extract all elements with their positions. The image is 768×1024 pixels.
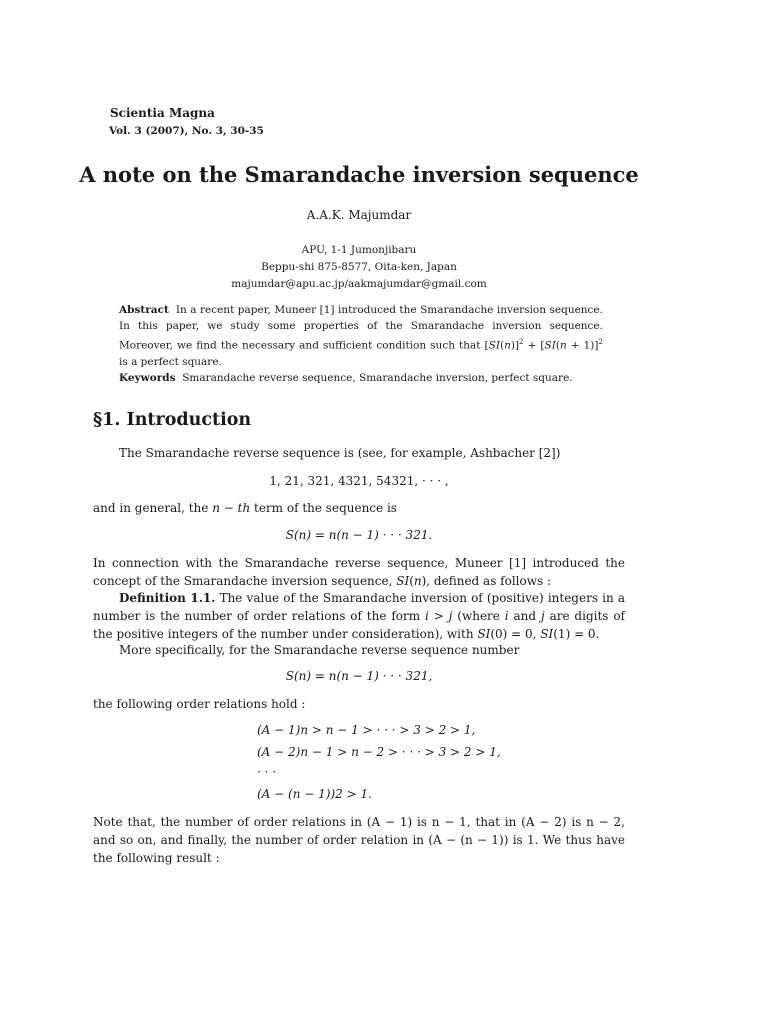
- math-var: n: [413, 574, 422, 589]
- intro-paragraph-3: [93, 554, 625, 590]
- keywords: [119, 370, 603, 386]
- intro-paragraph-2: [93, 499, 625, 517]
- text-run: In connection with the Smarandache reverse sequence, Muneer [1] introduced the concept of the Smarandache inversion sequence,: [93, 556, 625, 589]
- text-run: The value of the Smarandache inversion of (positive) integers in a number is the number of order relations of the form: [93, 591, 625, 624]
- text-run: term of the sequence is: [250, 501, 397, 515]
- abstract-text: In a recent paper, Muneer [1] introduced the Smarandache inversion sequence. In this paper, we study some properties of the Smarandache inversion sequence. Moreover, we find the necessary and sufficient condition such that [: [119, 304, 603, 352]
- math-var: SI: [540, 627, 554, 642]
- journal-name: Scientia Magna: [110, 106, 215, 120]
- affiliation-email: majumdar@apu.ac.jp/aakmajumdar@gmail.com: [231, 278, 487, 290]
- abstract-math: )]: [510, 339, 520, 352]
- math-var: SI: [396, 574, 410, 589]
- keywords-label: Keywords: [119, 372, 176, 384]
- text-run: (1) = 0.: [553, 627, 600, 642]
- text-run: and in general, the: [93, 501, 213, 515]
- text-run: (where: [452, 609, 505, 624]
- intro-paragraph-1: The Smarandache reverse sequence is (see, for example, Ashbacher [2]): [119, 446, 561, 460]
- abstract-math: n: [504, 339, 511, 352]
- abstract-math: n: [559, 339, 567, 352]
- order-relation-last: (A − (n − 1))2 > 1.: [257, 787, 372, 801]
- definition-1-1: [93, 589, 625, 644]
- abstract: [119, 302, 603, 370]
- sequence-equation: 1, 21, 321, 4321, 54321, · · · ,: [269, 474, 449, 488]
- affiliation-line-1: APU, 1-1 Jumonjibaru: [301, 244, 417, 256]
- text-run: and: [508, 609, 541, 624]
- math-var: j: [540, 609, 545, 624]
- intro-paragraph-4: More specifically, for the Smarandache reverse sequence number: [119, 643, 520, 657]
- definition-label: Definition 1.1.: [119, 591, 216, 605]
- text-run: are digits of the positive integers of the number under consideration), with: [93, 609, 626, 642]
- abstract-label: Abstract: [119, 304, 169, 316]
- abstract-math: SI: [544, 339, 556, 352]
- math-var: th: [237, 501, 251, 515]
- section-heading: §1. Introduction: [93, 410, 252, 430]
- intro-paragraph-6: Note that, the number of order relations in (A − 1) is n − 1, that in (A − 2) is n − 2, and so on, and finally, the number of order relation in (A − (n − 1)) is 1. We thus have the following result :: [93, 815, 625, 866]
- reverse-sequence-equation-2: S(n) = n(n − 1) · · · 321,: [285, 669, 433, 683]
- text-run: >: [428, 609, 449, 624]
- math-var: SI: [477, 627, 491, 642]
- text-run: (: [409, 574, 414, 589]
- math-var: i: [504, 609, 509, 624]
- text-run: −: [219, 501, 238, 515]
- abstract-text-end: is a perfect square.: [119, 355, 222, 368]
- text-run: (0) = 0,: [490, 627, 541, 642]
- journal-volume: Vol. 3 (2007), No. 3, 30-35: [109, 125, 264, 137]
- math-var: i: [425, 609, 429, 624]
- math-var: n: [212, 501, 220, 515]
- math-var: j: [448, 609, 453, 624]
- abstract-math: 2: [598, 338, 603, 346]
- affiliation-line-2: Beppu-shi 875-8577, Oita-ken, Japan: [261, 261, 457, 273]
- text-run: ), defined as follows :: [421, 574, 552, 589]
- abstract-math: + [: [523, 339, 545, 352]
- order-relation-ellipsis: · · ·: [257, 765, 277, 779]
- intro-paragraph-5: the following order relations hold :: [93, 697, 306, 711]
- abstract-math: + 1)]: [566, 339, 599, 352]
- order-relation-2: (A − 2)n − 1 > n − 2 > · · · > 3 > 2 > 1,: [257, 745, 501, 759]
- abstract-math: (: [499, 339, 505, 352]
- order-relation-1: (A − 1)n > n − 1 > · · · > 3 > 2 > 1,: [257, 723, 476, 737]
- reverse-sequence-equation: S(n) = n(n − 1) · · · 321.: [285, 528, 433, 542]
- paper-title: A note on the Smarandache inversion sequence: [79, 162, 639, 187]
- paper-author: A.A.K. Majumdar: [306, 208, 412, 222]
- abstract-math: 2: [519, 338, 524, 346]
- abstract-math: SI: [488, 339, 500, 352]
- keywords-text: Smarandache reverse sequence, Smarandache inversion, perfect square.: [182, 372, 573, 384]
- abstract-math: (: [555, 339, 560, 352]
